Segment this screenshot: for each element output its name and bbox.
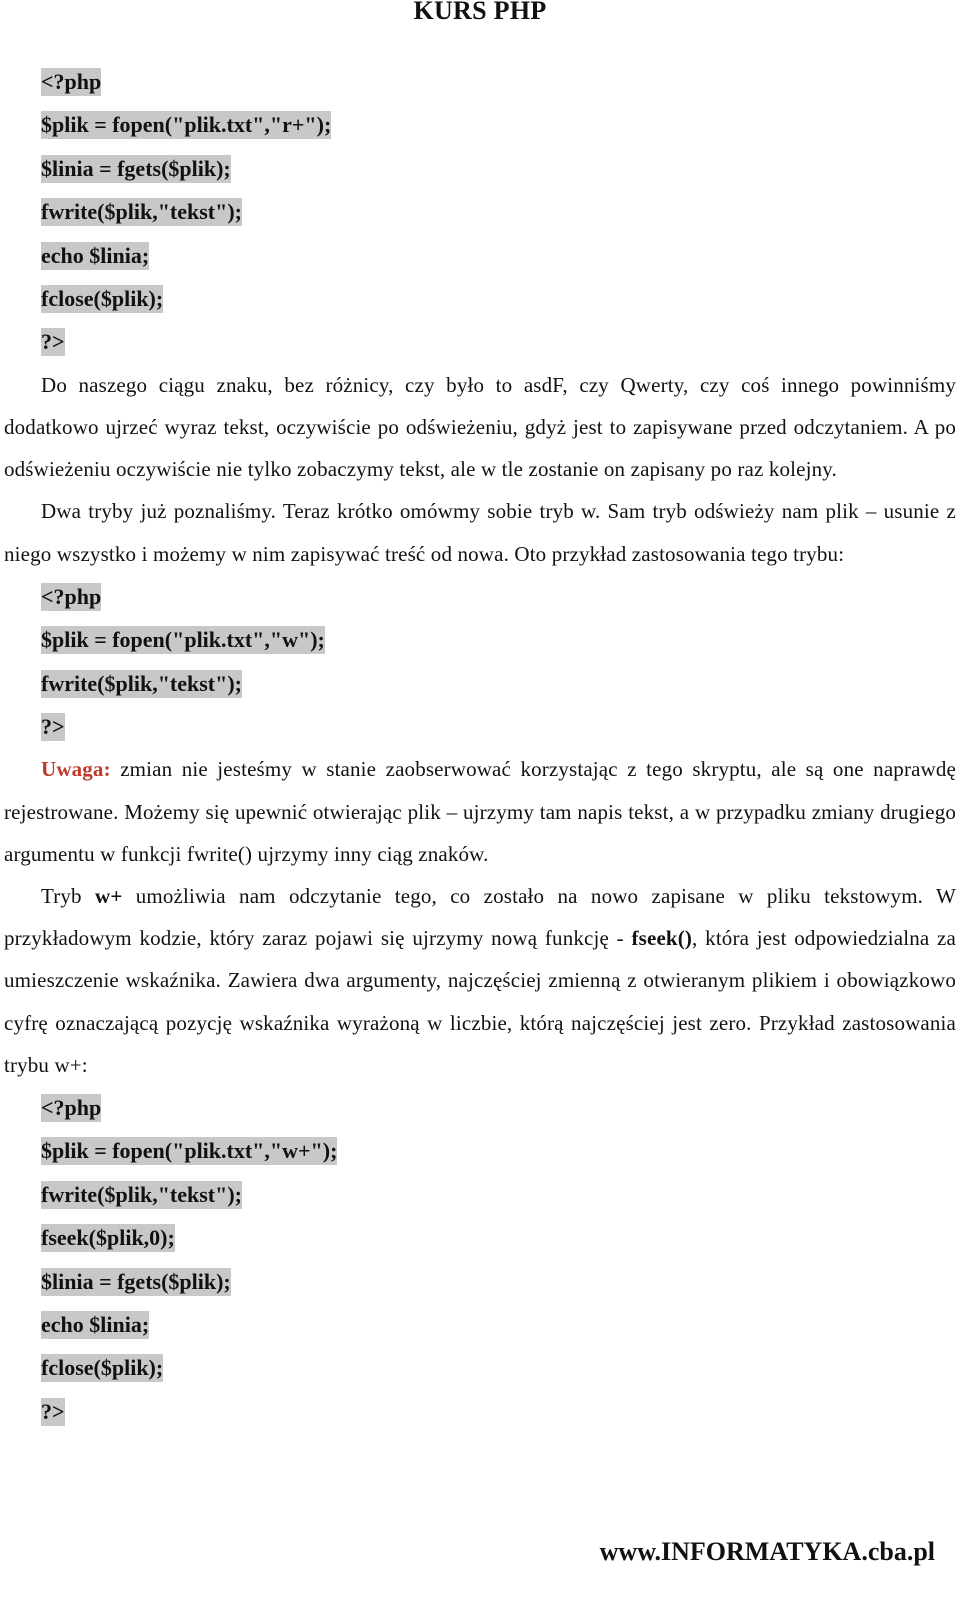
code-line: <?php [41,1094,102,1120]
mode-name: w+ [95,883,123,908]
code-line: ?> [41,1398,65,1424]
warning-label: Uwaga: [41,757,111,782]
code-line: $linia = fgets($plik); [41,1268,231,1294]
code-line: <?php [41,583,102,609]
code-line: fwrite($plik,"tekst"); [41,670,242,696]
document-body [4,60,956,1433]
paragraph-1: Do naszego ciągu znaku, bez różnicy, czy było to asdF, czy Qwerty, czy coś innego powinniśmy dodatkowo ujrzeć wyraz tekst, oczywiście po odświeżeniu, gdyż jest to zapisywane przed odczytaniem. A po odświeżeniu oczywiście nie tylko zobaczymy tekst, ale w tle zostanie on zapisany po raz kolejny. [4,372,956,482]
code-line: fclose($plik); [41,285,164,311]
code-line: fwrite($plik,"tekst"); [41,1181,242,1207]
paragraph-warning [4,748,956,875]
paragraph-4-text-b: umożliwia nam odczytanie tego, co zostało na nowo zapisane w pliku tekstowym. W przykładowym kodzie, który zaraz pojawi się ujrzymy nową funkcję - [4,883,956,951]
paragraph-4 [4,875,956,1086]
code-line: $plik = fopen("plik.txt","r+"); [41,112,332,138]
page-title: KURS PHP [413,0,547,25]
code-block-1 [4,60,956,364]
paragraph-4-text-a: Tryb [41,883,95,908]
code-line: fclose($plik); [41,1355,164,1381]
code-line: $linia = fgets($plik); [41,155,231,181]
function-name: fseek() [631,926,693,951]
code-block-2 [4,575,956,749]
code-line: echo $linia; [41,242,150,268]
warning-text: zmian nie jesteśmy w stanie zaobserwować korzystając z tego skryptu, ale są one naprawdę rejestrowane. Możemy się upewnić otwierając plik – ujrzymy tam napis tekst, a w przypadku zmiany drugiego argumentu w funkcji fwrite() ujrzymy inny ciąg znaków. [4,757,956,866]
paragraph-2: Dwa tryby już poznaliśmy. Teraz krótko omówmy sobie tryb w. Sam tryb odświeży nam plik – usunie z niego wszystko i możemy w nim zapisywać treść od nowa. Oto przykład zastosowania tego trybu: [4,499,956,566]
code-line: <?php [41,69,102,94]
code-line: ?> [41,713,65,739]
footer-url: www.INFORMATYKA.cba.pl [599,1537,935,1566]
code-block-3 [4,1086,956,1433]
paragraph-4-text-c: , która jest odpowiedzialna za umieszczenie wskaźnika. Zawiera dwa argumenty, najczęściej zmienną z otwieranym plikiem i obowiązkowo cyfrę oznaczającą pozycję wskaźnika wyrażoną w liczbie, którą najczęściej jest zero. Przykład zastosowania trybu w+: [4,926,957,1077]
code-line: echo $linia; [41,1311,150,1337]
code-line: ?> [41,329,65,355]
code-line: $plik = fopen("plik.txt","w+"); [41,1138,338,1164]
code-line: $plik = fopen("plik.txt","w"); [41,627,325,653]
code-line: fwrite($plik,"tekst"); [41,199,242,225]
code-line: fseek($plik,0); [41,1225,175,1251]
